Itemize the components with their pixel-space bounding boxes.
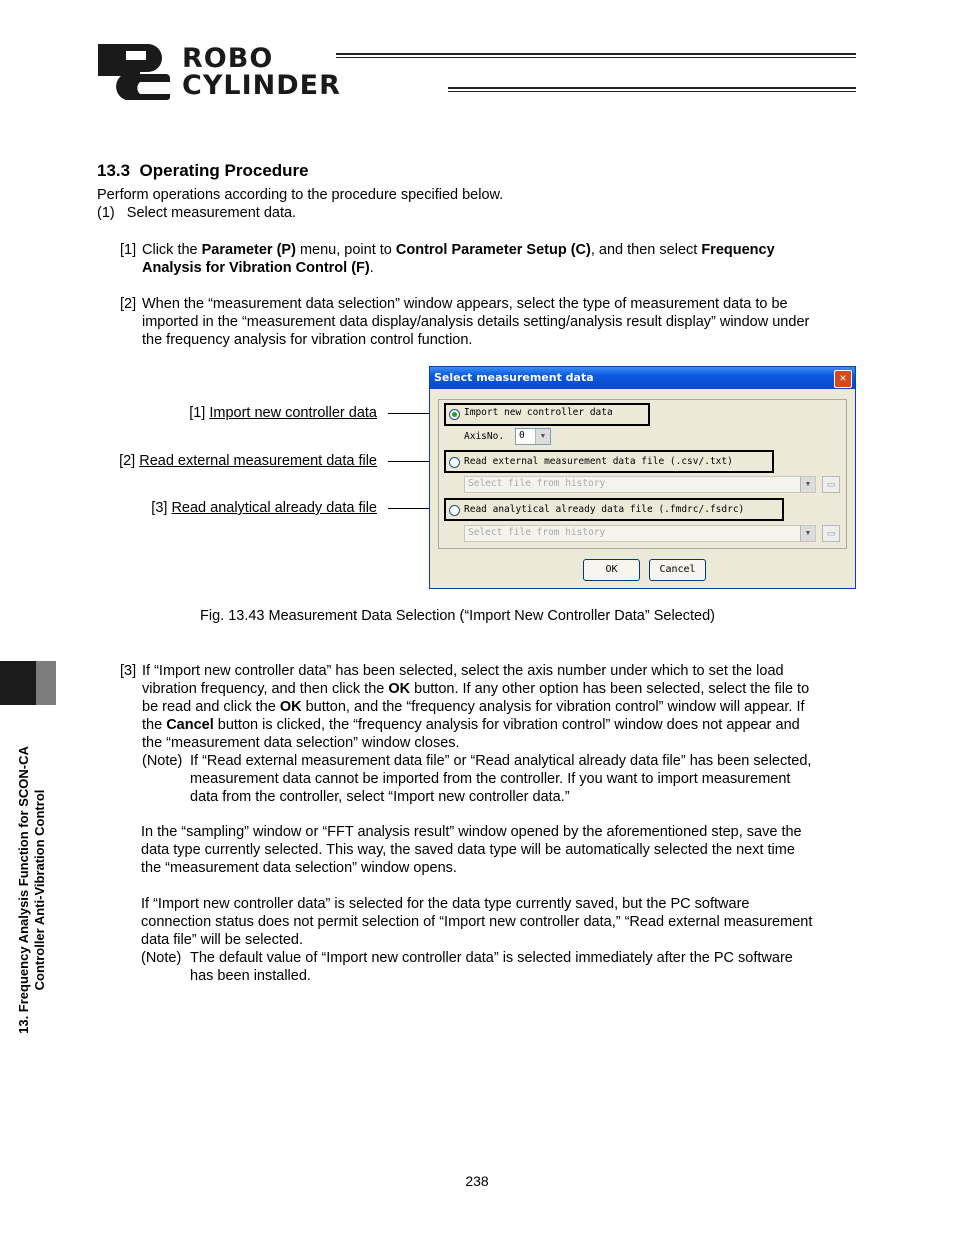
substep-3-text: If “Import new controller data” has been selected, select the axis number under which to set the load vibration frequency, and then click the OK button. If any other option has been selected, select the file to be read and click the OK button, and the “frequency analysis for vibration control” window will appear. If the Cancel button is clicked, the “frequency analysis for vibration control” window does not appear and the “measurement data selection” window closes. <box>142 663 810 751</box>
section-intro: Perform operations according to the procedure specified below. <box>97 187 504 203</box>
history-1-placeholder: Select file from history <box>468 478 606 489</box>
substep-3-note-text: If “Read external measurement data file” or “Read analytical already data file” has been selected, measurement data cannot be imported from the controller. If you want to import measurement data from the controller, select “Import new controller data.” <box>190 753 812 805</box>
chevron-down-icon[interactable]: ▼ <box>535 429 550 444</box>
paragraph-saved-type: In the “sampling” window or “FFT analysis result” window opened by the aforementioned step, save the data type currently selected. This way, the saved data type will be automatically selected the next time the “measurement data selection” window opens. <box>141 824 802 876</box>
header-rule-top <box>336 53 856 55</box>
history-2-placeholder: Select file from history <box>468 527 606 538</box>
radio-read-external[interactable] <box>449 457 460 468</box>
axis-select[interactable] <box>515 428 551 445</box>
substep-2-number: [2] <box>120 296 137 312</box>
option-read-external-label[interactable]: Read external measurement data file (.csv/.txt) <box>464 456 733 467</box>
header-rule-bottom <box>448 87 856 89</box>
callout-3: [3] Read analytical already data file <box>151 500 377 516</box>
rc-logo-icon <box>96 42 176 102</box>
cancel-button[interactable]: Cancel <box>649 559 706 581</box>
dialog-title: Select measurement data <box>434 371 594 384</box>
step-1-heading: (1) Select measurement data. <box>97 205 297 221</box>
option-import-new-label[interactable]: Import new controller data <box>464 407 613 418</box>
select-measurement-dialog <box>429 366 856 589</box>
chevron-down-icon[interactable]: ▼ <box>800 526 815 541</box>
callout-1: [1] Import new controller data <box>189 405 377 421</box>
radio-import-new[interactable] <box>449 409 460 420</box>
history-select-1[interactable] <box>464 476 816 493</box>
ok-button[interactable]: OK <box>583 559 640 581</box>
side-tab-block <box>0 661 36 705</box>
figure-caption: Fig. 13.43 Measurement Data Selection (“Import New Controller Data” Selected) <box>200 608 715 624</box>
axis-label: AxisNo. <box>464 431 505 442</box>
header-rule-bottom-thin <box>448 91 856 92</box>
paragraph-2-note-text: The default value of “Import new controller data” is selected immediately after the PC software has been installed. <box>190 950 793 984</box>
substep-1-number: [1] <box>120 242 137 258</box>
substep-1-text: Click the Parameter (P) menu, point to Control Parameter Setup (C), and then select Frequency Analysis for Vibration Control (F). <box>142 242 775 276</box>
paragraph-connection-status: If “Import new controller data” is selected for the data type currently saved, but the PC software connection status does not permit selection of “Import new controller data,” “Read external measurement data file” will be selected. <box>141 896 813 948</box>
folder-open-icon[interactable]: ▭ <box>822 476 840 493</box>
folder-open-icon[interactable]: ▭ <box>822 525 840 542</box>
substep-3-note-label: (Note) <box>142 753 183 769</box>
side-tab-label: 13. Frequency Analysis Function for SCON-CA Controller Anti-Vibration Control <box>16 746 47 1034</box>
axis-value: 0 <box>519 430 525 441</box>
history-select-2[interactable] <box>464 525 816 542</box>
substep-2-text: When the “measurement data selection” window appears, select the type of measurement data to be imported in the “measurement data display/analysis details setting/analysis result display” window under the frequency analysis for vibration control function. <box>142 296 810 348</box>
close-icon[interactable]: × <box>834 370 852 388</box>
chevron-down-icon[interactable]: ▼ <box>800 477 815 492</box>
dialog-title-bar <box>430 367 855 389</box>
section-title: 13.3 Operating Procedure <box>97 161 309 180</box>
substep-3-number: [3] <box>120 663 137 679</box>
brand-line-2: CYLINDER <box>182 70 341 101</box>
brand-line-1: ROBO <box>182 43 274 74</box>
page-number: 238 <box>465 1173 489 1189</box>
paragraph-2-note-label: (Note) <box>141 950 182 966</box>
callout-2: [2] Read external measurement data file <box>119 453 377 469</box>
header-rule-top-thin <box>336 57 856 58</box>
option-read-analytical-label[interactable]: Read analytical already data file (.fmdrc/.fsdrc) <box>464 504 745 515</box>
side-tab-accent <box>36 661 56 705</box>
radio-read-analytical[interactable] <box>449 505 460 516</box>
